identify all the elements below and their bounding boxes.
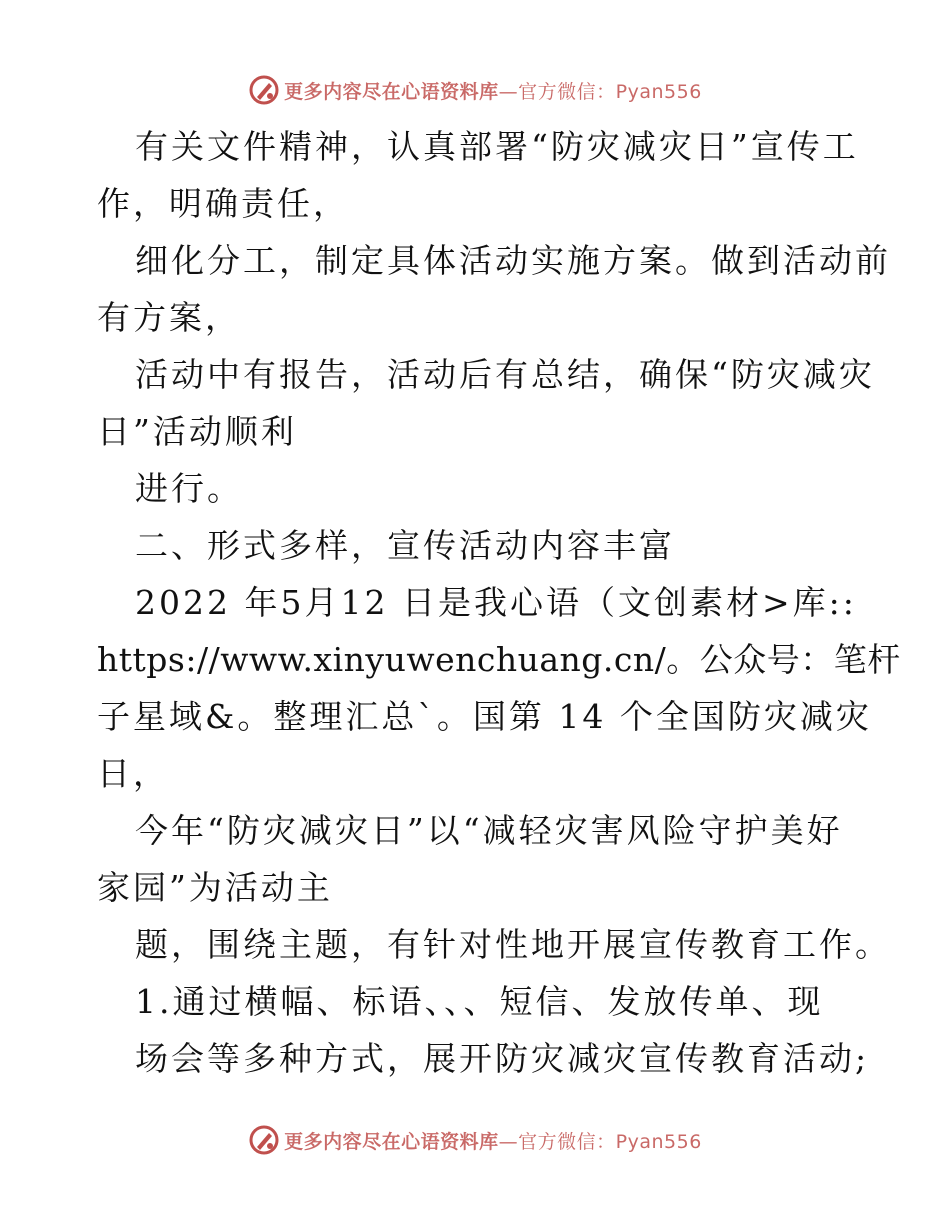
text-line: 进行。 [135,469,243,508]
header-banner [0,70,950,110]
text-line: 有方案， [97,298,241,337]
header-banner-text: 更多内容尽在心语资料库—官方微信：Pyan556 [284,80,702,103]
pen-seal-logo-icon [248,74,280,106]
pen-seal-logo-icon [248,1124,280,1156]
text-line: 场会等多种方式，展开防灾减灾宣传教育活动; [135,1039,870,1078]
text-line: 有关文件精神，认真部署“防灾减灾日”宣传工 [135,127,859,166]
text-line: 2022 年5月12 日是我心语（文创素材>库:: [135,583,857,622]
list-item: 1.通过横幅、标语、、、短信、发放传单、现 [135,982,824,1021]
text-line: 日， [97,754,169,793]
text-line: 今年“防灾减灾日”以“减轻灾害风险守护美好 [135,811,843,850]
text-line: 日”活动顺利 [97,412,297,451]
text-line: 细化分工，制定具体活动实施方案。做到活动前 [135,241,891,280]
text-line: 题，围绕主题，有针对性地开展宣传教育工作。 [135,925,891,964]
footer-banner [0,1120,950,1160]
footer-banner-text: 更多内容尽在心语资料库—官方微信：Pyan556 [284,1130,702,1153]
text-line: https://www.xinyuwenchuang.cn/。公众号：笔杆 [97,640,901,679]
text-line: 家园”为活动主 [97,868,333,907]
text-line: 作，明确责任， [97,184,349,223]
text-line: 子星域&。整理汇总`。国第 14 个全国防灾减灾 [97,697,872,736]
section-heading: 二、形式多样，宣传活动内容丰富 [135,526,675,565]
document-body [97,118,901,1087]
text-line: 活动中有报告，活动后有总结，确保“防灾减灾 [135,355,875,394]
